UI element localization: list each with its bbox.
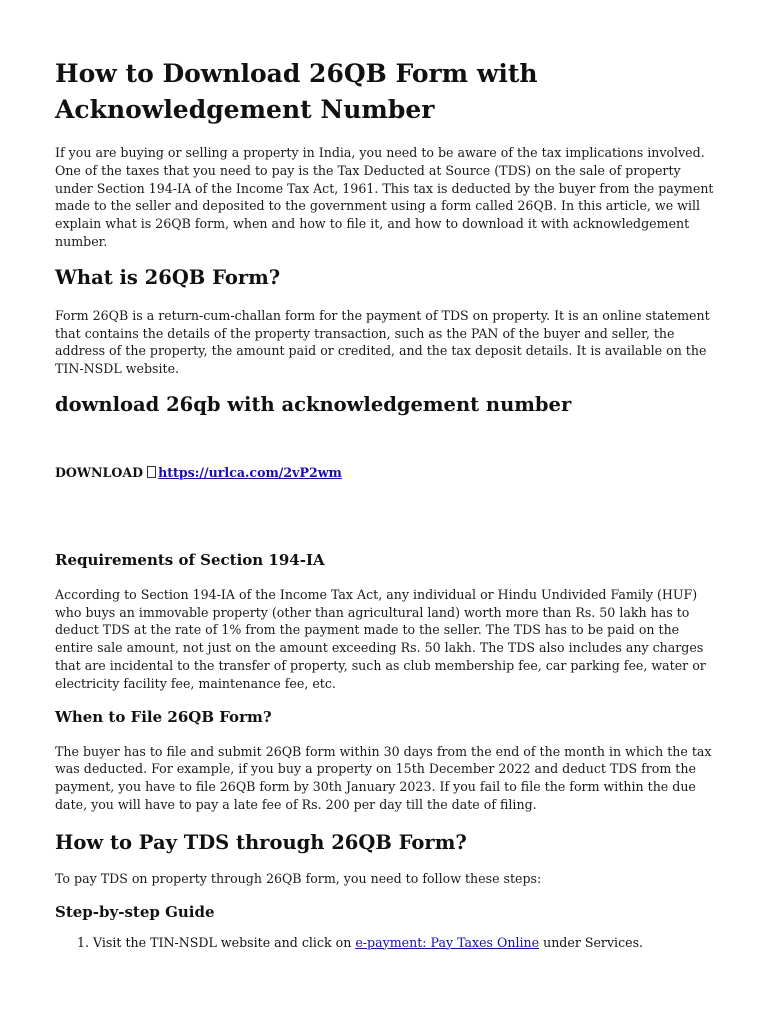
when-heading: When to File 26QB Form? [55,707,272,726]
download-link[interactable]: https://urlca.com/2vP2wm [158,464,342,480]
missing-glyph-icon [147,466,156,478]
requirements-paragraph: According to Section 194-IA of the Income Tax Act, any individual or Hindu Undivided Family (HUF) who buys an immovable property (other than agricultural land) worth more than Rs. 50 lakh has to deduct TDS at the rate of 1% from the payment made to the seller. The TDS has to be paid on the entire sale amount, not just on the amount exceeding Rs. 50 lakh. The TDS also includes any charges that are incidental to the transfer of property, such as club membership fee, car parking fee, water or electricity facility fee, maintenance fee, etc. [55,586,706,691]
how-to-pay-heading: How to Pay TDS through 26QB Form? [55,830,467,854]
download-label: DOWNLOAD [55,464,144,480]
intro-paragraph: If you are buying or selling a property in India, you need to be aware of the tax implications involved. One of the taxes that you need to pay is the Tax Deducted at Source (TDS) on the sale of property under Section 194-IA of the Income Tax Act, 1961. This tax is deducted by the buyer from the payment made to the seller and deposited to the government using a form called 26QB. In this article, we will explain what is 26QB form, when and how to file it, and how to download it with acknowledgement number. [55,145,714,249]
steps-list [55,934,718,952]
download-line [55,464,718,482]
requirements-heading: Requirements of Section 194-IA [55,550,325,569]
e-payment-link[interactable]: e-payment: Pay Taxes Online [355,934,540,950]
step-text-before: Visit the TIN-NSDL website and click on [93,934,356,950]
what-is-heading: What is 26QB Form? [55,265,281,289]
steps-heading: Step-by-step Guide [55,902,215,921]
when-paragraph: The buyer has to file and submit 26QB form within 30 days from the end of the month in which the tax was deducted. For example, if you buy a property on 15th December 2022 and deduct TDS from the payment, you have to file 26QB form by 30th January 2023. If you fail to file the form within the due date, you will have to pay a late fee of Rs. 200 per day till the date of filing. [55,743,712,812]
what-is-paragraph: Form 26QB is a return-cum-challan form for the payment of TDS on property. It is an online statement that contains the details of the property transaction, such as the PAN of the buyer and seller, the address of the property, the amount paid or credited, and the tax deposit details. It is available on the TIN-NSDL website. [55,307,710,377]
download-heading: download 26qb with acknowledgement number [55,392,572,416]
step-text-after: under Services. [539,934,644,950]
list-item [93,934,718,952]
page-title: How to Download 26QB Form with Acknowledgement Number [55,59,538,124]
how-to-pay-paragraph: To pay TDS on property through 26QB form, you need to follow these steps: [55,870,542,886]
